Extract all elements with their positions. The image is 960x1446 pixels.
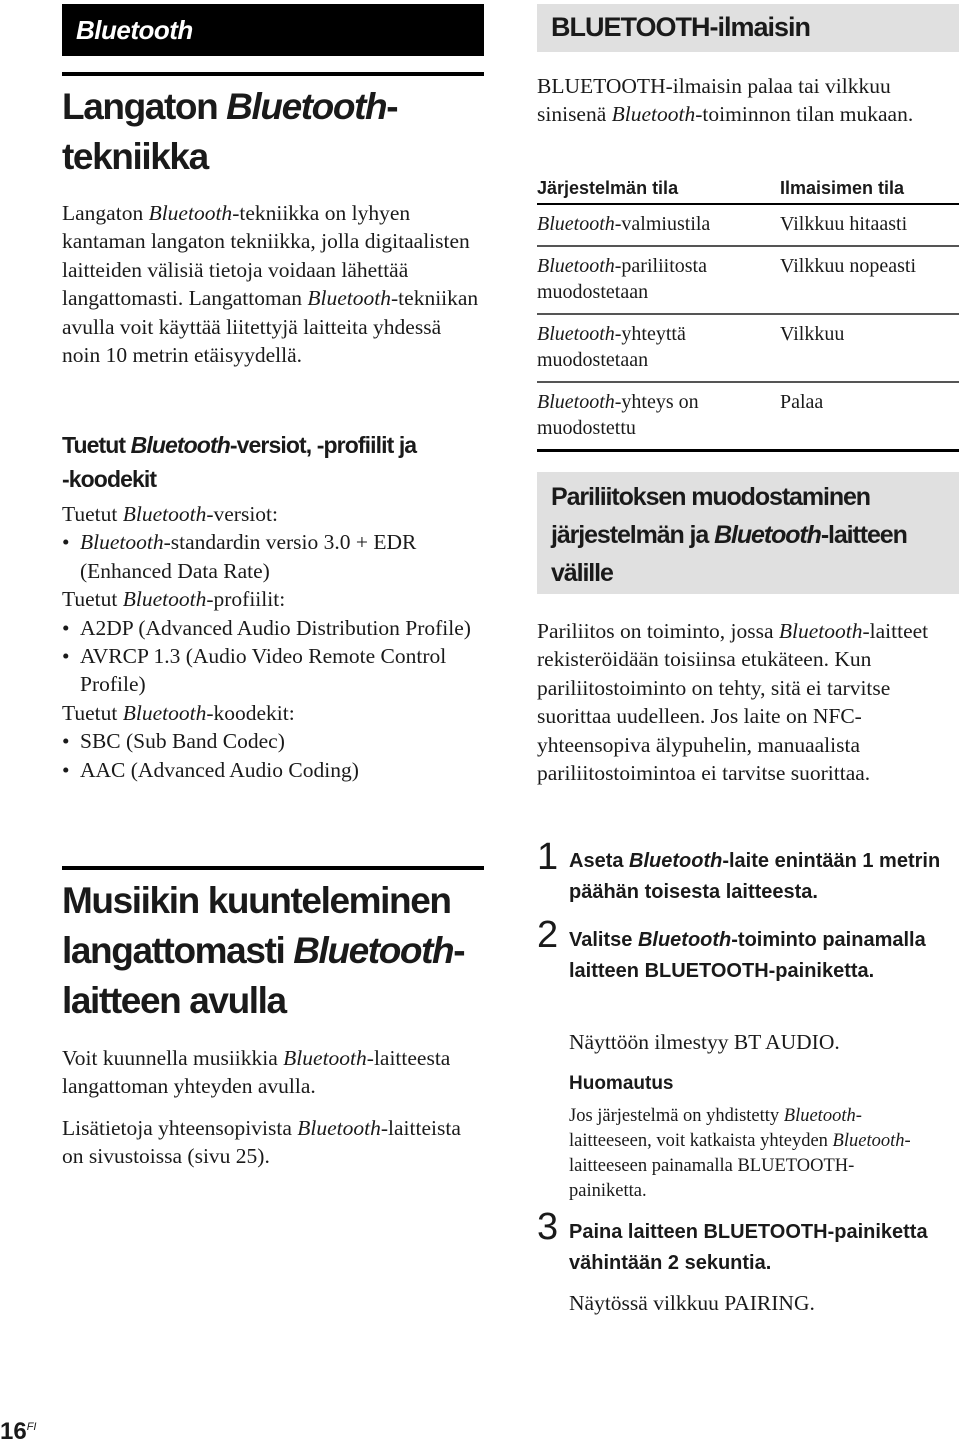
column-header-system-state: Järjestelmän tila [537,174,780,204]
list-item: • AVRCP 1.3 (Audio Video Remote Control Profile) [62,642,484,699]
step-1-text: Aseta Bluetooth-laite enintään 1 metrin päähän toisesta laitteesta. [569,850,941,903]
table-row: Bluetooth-valmiustila Vilkkuu hitaasti [537,204,959,246]
supported-list [62,500,484,784]
column-header-indicator-state: Ilmaisimen tila [780,174,959,204]
codecs-label: Tuetut Bluetooth-koodekit: [62,700,295,725]
note-text: Jos järjestelmä on yhdistetty Bluetooth-laitteeseen, voit katkaista yhteyden Bluetooth-laitteeseen painamalla BLUETOOTH-painiketta. [569,1106,911,1201]
heading-wireless-tech: Langaton Bluetooth- tekniikka [62,86,398,177]
indicator-description: BLUETOOTH-ilmaisin palaa tai vilkkuu sinisenä Bluetooth-toiminnon tilan mukaan. [537,74,914,127]
table-row: Bluetooth-pariliitosta muodostetaan Vilkkuu nopeasti [537,246,959,314]
indicator-status-table [537,174,959,452]
pairing-heading: Pariliitoksen muodostaminen järjestelmän ja Bluetooth-laitteen välille [551,483,907,587]
list-item: • AAC (Advanced Audio Coding) [62,756,484,784]
intro-paragraph: Langaton Bluetooth-tekniikka on lyhyen kantaman langaton tekniikka, jolla digitaalisten laitteiden välisiä tietoja voidaan lähettää langattomasti. Langattoman Bluetooth-tekniikan avulla voit käyttää liitettyjä laitteita yhdessä noin 10 metrin etäisyydellä. [62,201,479,368]
table-row: Bluetooth-yhteys on muodostettu Palaa [537,382,959,451]
pairing-heading-bar [537,472,959,594]
listen-paragraph: Voit kuunnella musiikkia Bluetooth-laitteesta langattoman yhteyden avulla. [62,1046,451,1099]
step-number: 2 [537,914,559,956]
step-number: 3 [537,1206,559,1248]
table-row: Bluetooth-yhteyttä muodostetaan Vilkkuu [537,314,959,382]
note-title: Huomautus [569,1073,674,1094]
section-tab [62,4,484,56]
more-info-paragraph: Lisätietoja yhteensopivista Bluetooth-laitteista on sivustoissa (sivu 25). [62,1116,461,1169]
pairing-description: Pariliitos on toiminto, jossa Bluetooth-laitteet rekisteröidään toisiinsa etukäteen. Kun pariliitostoiminto on tehty, sitä ei tarvitse suorittaa uudelleen. Jos laite on NFC-yhteensopiva älypuhelin, manuaalista pariliitostoimintoa ei tarvitse suorittaa. [537,619,929,786]
indicator-heading: BLUETOOTH-ilmaisin [551,12,811,42]
step-3-text: Paina laitteen BLUETOOTH-painiketta vähintään 2 sekuntia. [569,1221,928,1274]
list-item: • A2DP (Advanced Audio Distribution Profile) [62,614,484,642]
step-3-result: Näytössä vilkkuu PAIRING. [569,1291,815,1315]
profiles-label: Tuetut Bluetooth-profiilit: [62,587,286,612]
step-2-text: Valitse Bluetooth-toiminto painamalla laitteen BLUETOOTH-painiketta. [569,929,926,982]
versions-label: Tuetut Bluetooth-versiot: [62,502,279,526]
list-item: • Bluetooth-standardin versio 3.0 + EDR (Enhanced Data Rate) [62,528,484,585]
page-number: $16^{FI}$ [0,1418,37,1445]
step-2-result: Näyttöön ilmestyy BT AUDIO. [569,1030,840,1054]
step-number: 1 [537,836,559,878]
indicator-heading-bar [537,4,959,52]
list-item: • SBC (Sub Band Codec) [62,727,484,755]
heading-listen-music: Musiikin kuunteleminen langattomasti Bluetooth- laitteen avulla [62,880,465,1021]
heading-rule [62,866,484,870]
heading-supported-versions: Tuetut Bluetooth-versiot, -profiilit ja -koodekit [62,432,417,492]
heading-rule [62,72,484,76]
section-tab-label: Bluetooth [76,15,193,45]
